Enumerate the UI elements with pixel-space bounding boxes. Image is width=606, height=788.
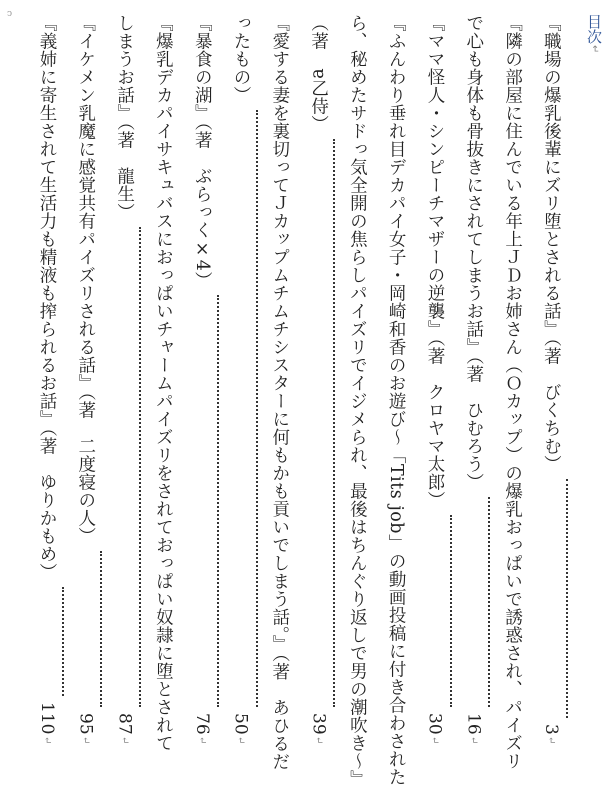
toc-entry-text: 『義姉に寄生されて生活力も精液も搾られるお話』（著 ゆりかもめ） — [37, 14, 57, 582]
toc-entry-text: ったもの） — [230, 14, 251, 104]
page-number: 95 — [75, 712, 96, 735]
toc-heading — [584, 14, 605, 53]
toc-entry-text: ら、秘めたサドっ気全開の焦らしパイズリでイジメられ、最後はちんぐり返しで男の潮吹き～』 — [347, 14, 368, 788]
paragraph-mark-icon: ↵ — [235, 735, 247, 744]
paragraph-mark-icon: ↵ — [545, 735, 557, 744]
dot-leader — [417, 515, 452, 707]
page-number: 50 — [230, 712, 251, 735]
paragraph-mark-icon: ↵ — [589, 45, 600, 54]
toc-entry-line[interactable] — [27, 14, 66, 744]
toc-entry-line[interactable] — [104, 14, 143, 744]
dot-leader — [533, 479, 568, 718]
toc-entry-text: 『ママ怪人・シンピーチマザーの逆襲』（著 クロヤマ太郎） — [424, 14, 445, 510]
page-number: 39 — [308, 712, 329, 735]
dot-leader — [223, 110, 258, 707]
dot-leader — [456, 497, 491, 707]
toc-entry-line[interactable] — [376, 14, 415, 787]
toc-entry-line[interactable] — [221, 14, 260, 744]
dot-leader — [300, 139, 335, 707]
toc-entry-text: 『職場の爆乳後輩にズリ堕とされる話』（著 びくちむ） — [541, 14, 562, 474]
page-number: 16 — [463, 712, 484, 735]
dot-leader — [29, 587, 64, 696]
paragraph-mark-icon: ↵ — [118, 735, 130, 744]
paragraph-mark-icon: ↵ — [41, 735, 53, 744]
toc-entry-text: 『暴食の湖』（著 ぶらっく×4） — [192, 14, 213, 290]
toc-entry-line[interactable] — [337, 14, 376, 788]
toc-entry-text: 『愛する妻を裏切ってＪカップムチムチシスターに何もかも貢いでしまう話。』（著 あひるだ — [269, 14, 290, 771]
toc-entry-line[interactable] — [415, 14, 454, 744]
toc-entry-line[interactable] — [298, 14, 337, 744]
toc-entry-text: しまうお話』（著 龍生） — [114, 14, 135, 222]
toc-entry-text: 『ふんわり垂れ目デカパイ女子・岡崎和香のお遊び～「Tits job」の動画投稿に付き合わされた — [386, 14, 407, 787]
toc-entry-line[interactable] — [182, 14, 221, 744]
dot-leader — [106, 227, 141, 707]
toc-entry-text: 『爆乳デカパイサキュバスにおっぱいチャームパイズリをされておっぱい奴隷に堕とされて — [153, 14, 174, 752]
table-of-contents — [27, 14, 570, 788]
dot-leader — [184, 295, 219, 707]
page-number: 76 — [191, 712, 212, 735]
toc-entry-line[interactable] — [531, 14, 570, 744]
page-number: 87 — [114, 712, 135, 735]
paragraph-mark-icon: ↵ — [80, 735, 92, 744]
page-number: 30 — [424, 712, 445, 735]
toc-entry-text: （著 ɐ乙侍） — [308, 14, 329, 133]
toc-entry-text: で心も身体も骨抜きにされてしまうお話』（著 ひむろう） — [463, 14, 484, 492]
paragraph-mark-icon: ↵ — [312, 735, 324, 744]
toc-entry-text: 『隣の部屋に住んでいる年上ＪＤお姉さん（Ｏカップ）の爆乳おっぱいで誘惑され、パイズリ — [502, 14, 523, 770]
paragraph-mark-icon: ↵ — [196, 735, 208, 744]
toc-entry-line[interactable] — [454, 14, 493, 744]
toc-heading-text: 目次 — [585, 14, 603, 44]
section-mark: ↄ — [7, 9, 13, 19]
page-number: 3 — [541, 723, 562, 735]
paragraph-mark-icon: ↵ — [429, 735, 441, 744]
dot-leader — [68, 551, 103, 707]
paragraph-mark-icon: ↵ — [468, 735, 480, 744]
toc-entry-line[interactable] — [66, 14, 105, 744]
toc-entry-line[interactable] — [143, 14, 182, 752]
toc-entry-line[interactable] — [260, 14, 299, 771]
page-number: 110 — [36, 702, 57, 735]
toc-entry-line[interactable] — [492, 14, 531, 770]
toc-entry-text: 『イケメン乳魔に感覚共有パイズリされる話』（著 二度寝の人） — [75, 14, 96, 546]
